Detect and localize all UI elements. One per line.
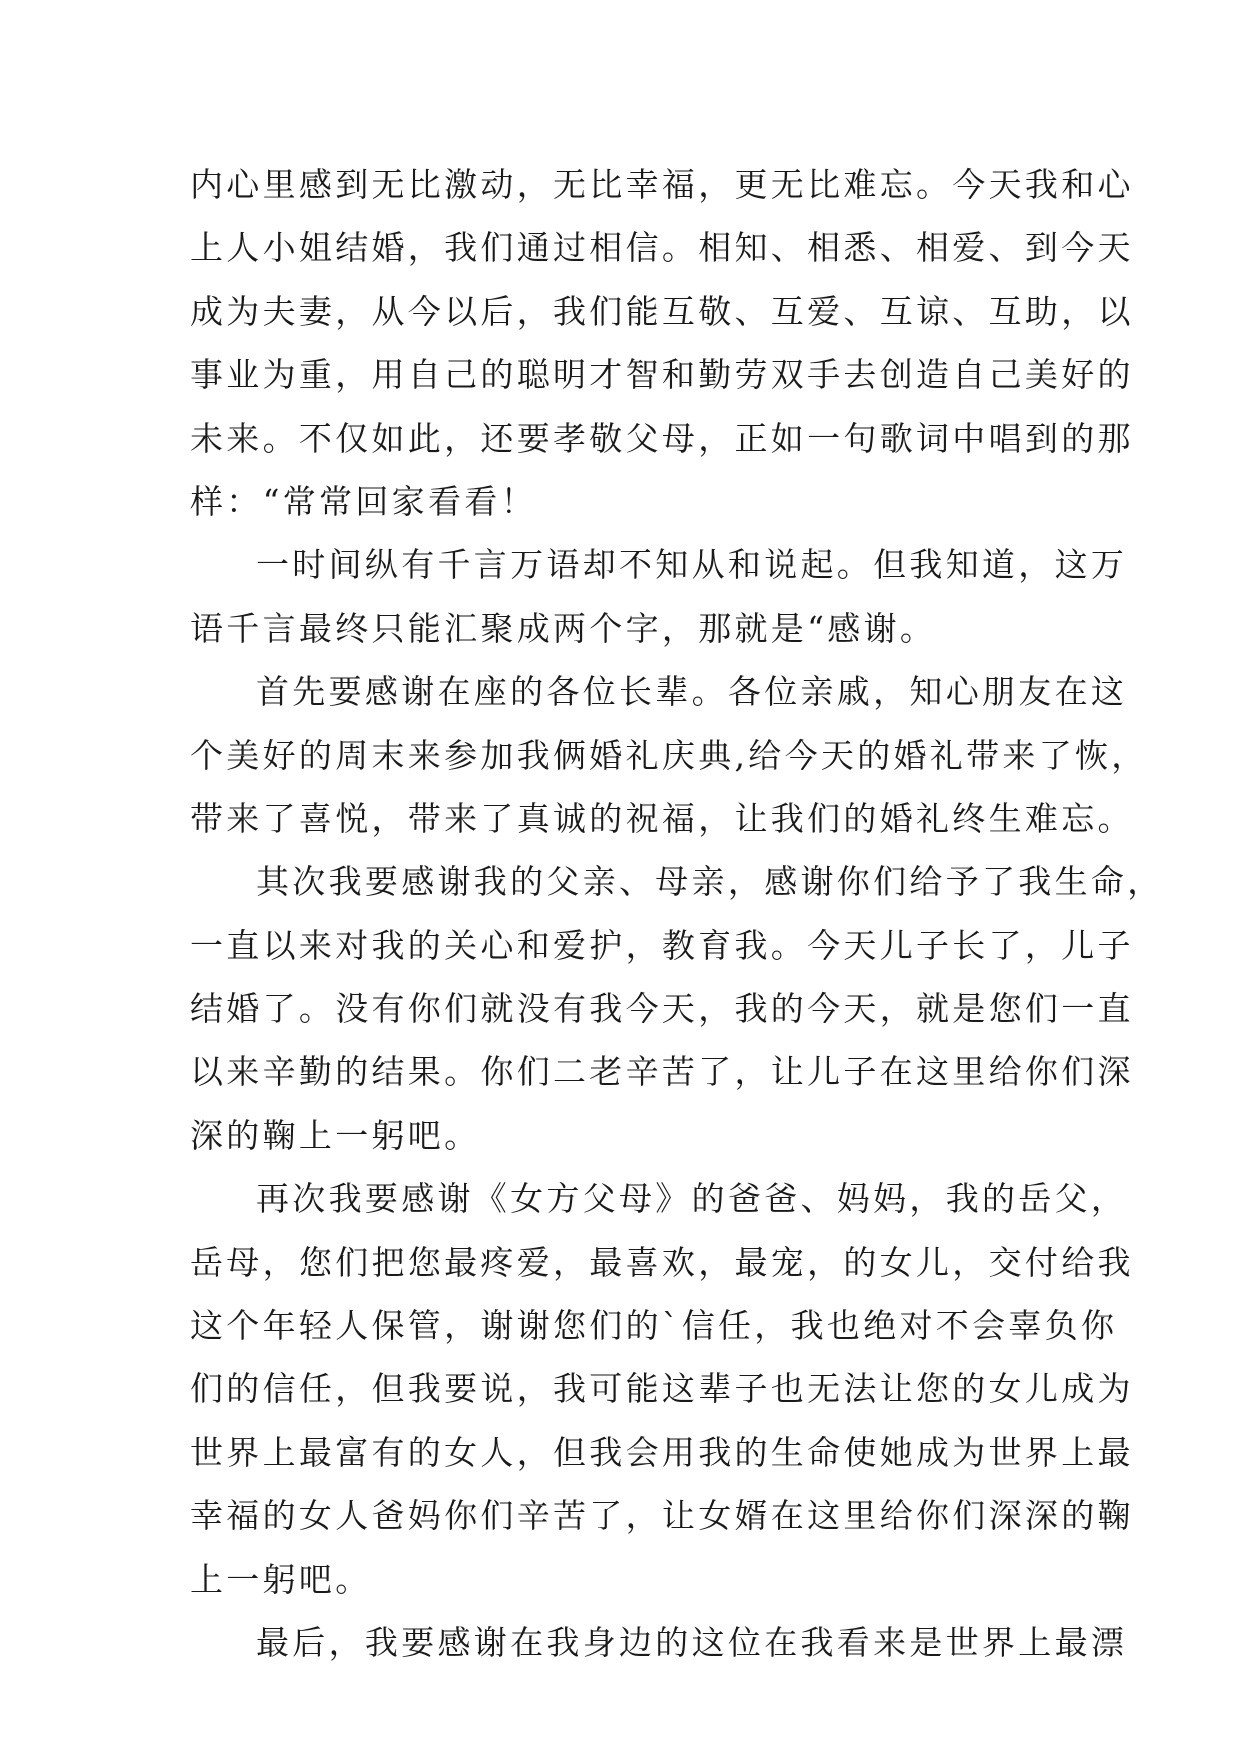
- text-line: 们的信任，但我要说，我可能这辈子也无法让您的女儿成为: [190, 1369, 1134, 1409]
- text-line: 语千言最终只能汇聚成两个字，那就是“感谢。: [190, 608, 937, 648]
- text-line: 内心里感到无比激动，无比幸福，更无比难忘。今天我和心: [190, 165, 1134, 204]
- text-line: 再次我要感谢《女方父母》的爸爸、妈妈，我的岳父，: [256, 1179, 1128, 1219]
- text-line: 其次我要感谢我的父亲、母亲，感谢你们给予了我生命，: [256, 862, 1164, 902]
- text-line: 事业为重，用自己的聪明才智和勤劳双手去创造自己美好的: [190, 355, 1134, 395]
- paragraph-6: [190, 1611, 1128, 1674]
- text-line: 深的鞠上一躬吧。: [190, 1115, 481, 1155]
- paragraph-4: [190, 850, 1164, 1167]
- text-line: 上一躬吧。: [190, 1559, 372, 1599]
- text-line: 这个年轻人保管，谢谢您们的`信任，我也绝对不会辜负你: [190, 1306, 1118, 1346]
- text-line: 一时间纵有千言万语却不知从和说起。但我知道，这万: [256, 545, 1128, 585]
- text-line: 上人小姐结婚，我们通过相信。相知、相悉、相爱、到今天: [190, 228, 1134, 268]
- text-line: 带来了喜悦，带来了真诚的祝福，让我们的婚礼终生难忘。: [190, 798, 1134, 838]
- text-line: 未来。不仅如此，还要孝敬父母，正如一句歌词中唱到的那: [190, 418, 1134, 458]
- text-line: 以来辛勤的结果。你们二老辛苦了，让儿子在这里给你们深: [190, 1052, 1134, 1092]
- document-body: [190, 153, 1164, 1674]
- text-line: 岳母，您们把您最疼爱，最喜欢，最宠，的女儿，交付给我: [190, 1242, 1134, 1282]
- paragraph-1: [190, 153, 1134, 533]
- text-line: 世界上最富有的女人，但我会用我的生命使她成为世界上最: [190, 1432, 1134, 1472]
- text-line: 首先要感谢在座的各位长辈。各位亲戚，知心朋友在这: [256, 672, 1128, 712]
- paragraph-3: [190, 660, 1148, 850]
- text-line: 结婚了。没有你们就没有我今天，我的今天，就是您们一直: [190, 989, 1134, 1029]
- paragraph-2: [190, 533, 1128, 660]
- text-line: 最后，我要感谢在我身边的这位在我看来是世界上最漂: [256, 1622, 1128, 1662]
- paragraph-5: [190, 1167, 1134, 1611]
- text-line: 成为夫妻，从今以后，我们能互敬、互爱、互谅、互助，以: [190, 291, 1134, 331]
- text-line: 样：“常常回家看看！: [190, 481, 537, 521]
- text-line: 幸福的女人爸妈你们辛苦了，让女婿在这里给你们深深的鞠: [190, 1496, 1134, 1536]
- text-line: 一直以来对我的关心和爱护，教育我。今天儿子长了，儿子: [190, 925, 1134, 965]
- text-line: 个美好的周末来参加我俩婚礼庆典,给今天的婚礼带来了恢，: [190, 735, 1148, 775]
